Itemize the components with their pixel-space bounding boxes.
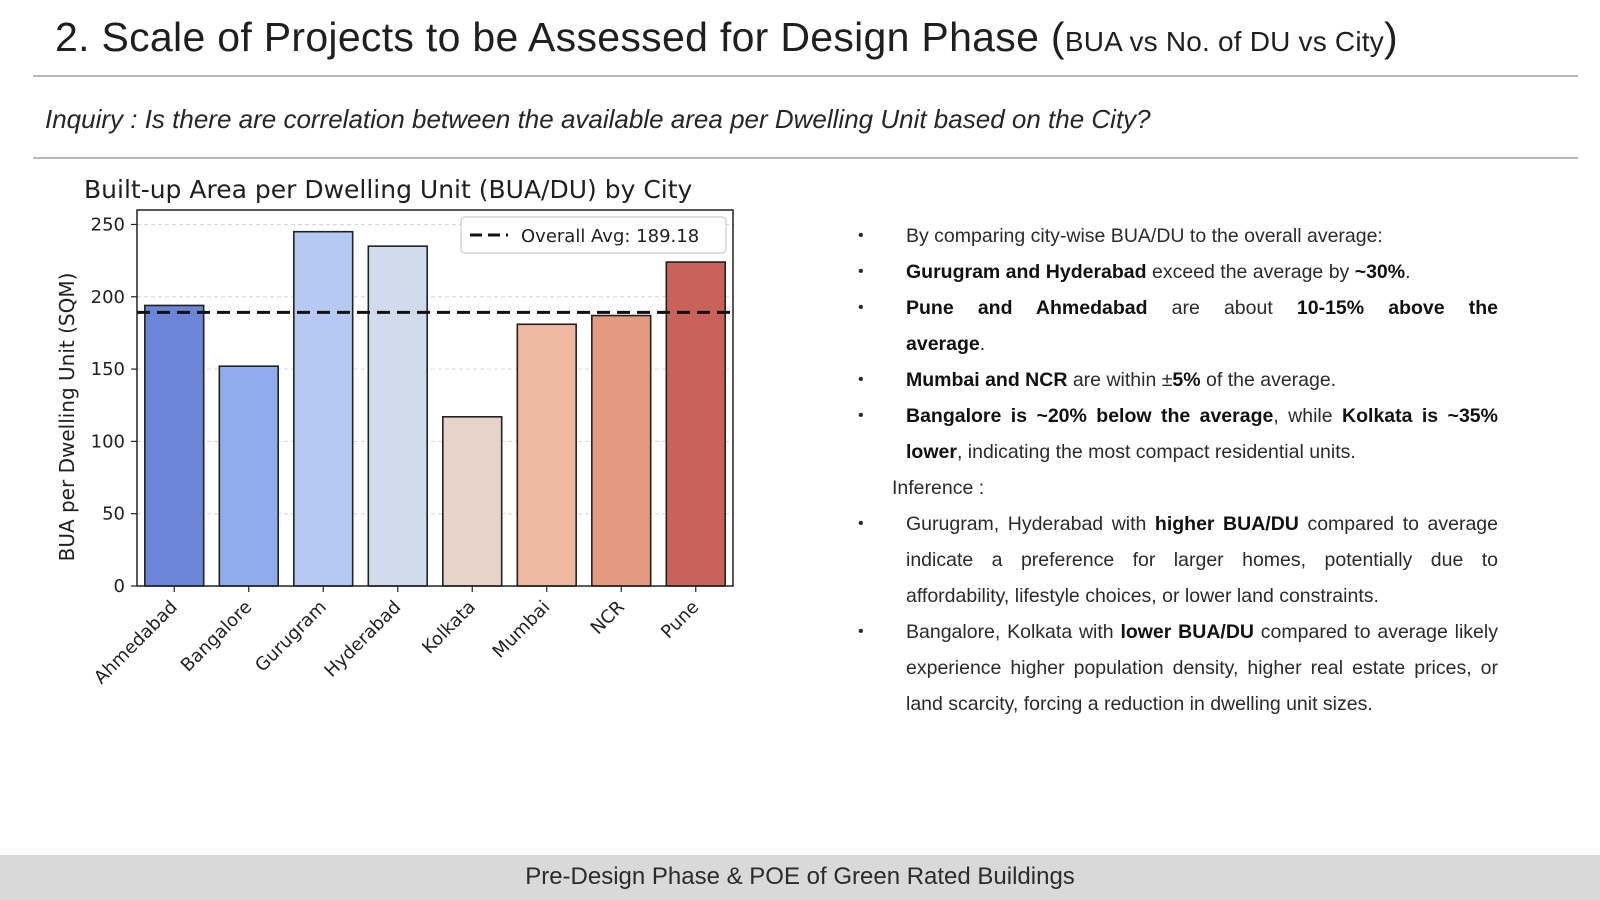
legend-label: Overall Avg: 189.18 — [521, 226, 700, 247]
bullet-dot: • — [858, 407, 864, 424]
x-tick-label: Mumbai — [488, 596, 555, 663]
bullet-text: Mumbai and NCR are within ±5% of the average. — [906, 369, 1337, 391]
bullet-item — [858, 290, 1498, 362]
y-tick-label: 200 — [90, 286, 125, 308]
footer-banner: Pre-Design Phase & POE of Green Rated Buildings — [0, 855, 1600, 900]
x-tick-label: Gurugram — [251, 596, 331, 677]
bullet-dot: • — [858, 515, 864, 532]
x-tick-label: Ahmedabad — [90, 596, 182, 689]
bullet-dot: • — [858, 263, 864, 280]
bar-chart — [40, 168, 760, 728]
inquiry-text: Inquiry : Is there are correlation between the available area per Dwelling Unit based on the City? — [45, 104, 1151, 134]
bullet-item — [858, 506, 1498, 614]
bars — [145, 232, 725, 586]
y-tick-label: 50 — [102, 503, 125, 525]
title-divider — [33, 75, 1578, 77]
x-tick-label: Hyderabad — [320, 596, 406, 682]
inference-label: Inference : — [892, 477, 985, 499]
bullet-text: By comparing city-wise BUA/DU to the overall average: — [906, 225, 1383, 247]
findings-list — [858, 218, 1498, 722]
bullet-item — [858, 218, 1498, 254]
bullet-item — [858, 398, 1498, 470]
bullet-text: Bangalore is ~20% below the average, while Kolkata is ~35% lower, indicating the most compact residential units. — [906, 405, 1498, 463]
y-tick-label: 250 — [90, 214, 125, 236]
x-tick-label: Pune — [657, 596, 704, 643]
bar-kolkata — [443, 417, 502, 586]
y-axis-label: BUA per Dwelling Unit (SQM) — [55, 272, 79, 562]
bullet-dot: • — [858, 371, 864, 388]
bullet-item — [858, 362, 1498, 398]
x-tick-label: NCR — [586, 596, 629, 639]
bullet-text: Pune and Ahmedabad are about 10-15% above the average. — [906, 297, 1499, 355]
bullet-text: Bangalore, Kolkata with lower BUA/DU compared to average likely experience higher population density, higher real estate prices, or land scarcity, forcing a reduction in dwelling unit sizes. — [906, 621, 1498, 715]
y-tick-label: 150 — [90, 359, 125, 381]
bar-ncr — [592, 316, 651, 586]
bullet-dot: • — [858, 623, 864, 640]
bullet-dot: • — [858, 227, 864, 244]
bar-hyderabad — [368, 246, 427, 586]
y-tick-label: 0 — [113, 576, 125, 597]
legend — [461, 217, 726, 253]
bullet-item — [858, 614, 1498, 722]
inquiry-divider — [33, 157, 1578, 159]
bar-pune — [666, 262, 725, 586]
bar-gurugram — [294, 232, 353, 586]
bullet-dot: • — [858, 299, 864, 316]
bullet-item — [858, 254, 1498, 290]
chart-title: Built-up Area per Dwelling Unit (BUA/DU) by City — [84, 175, 693, 204]
x-tick-label: Bangalore — [176, 596, 257, 677]
bullet-text: Gurugram, Hyderabad with higher BUA/DU compared to average indicate a preference for larger homes, potentially due to affordability, lifestyle choices, or lower land constraints. — [906, 513, 1498, 607]
bar-ahmedabad — [145, 305, 204, 586]
x-tick-label: Kolkata — [418, 596, 480, 659]
page-title-sub: BUA vs No. of DU vs City — [1064, 26, 1384, 57]
bullet-text: Gurugram and Hyderabad exceed the average by ~30%. — [906, 261, 1411, 283]
bar-mumbai — [517, 324, 576, 586]
bar-bangalore — [219, 366, 278, 586]
y-tick-label: 100 — [90, 431, 125, 453]
page-title: 2. Scale of Projects to be Assessed for Design Phase (BUA vs No. of DU vs City) — [55, 14, 1398, 60]
